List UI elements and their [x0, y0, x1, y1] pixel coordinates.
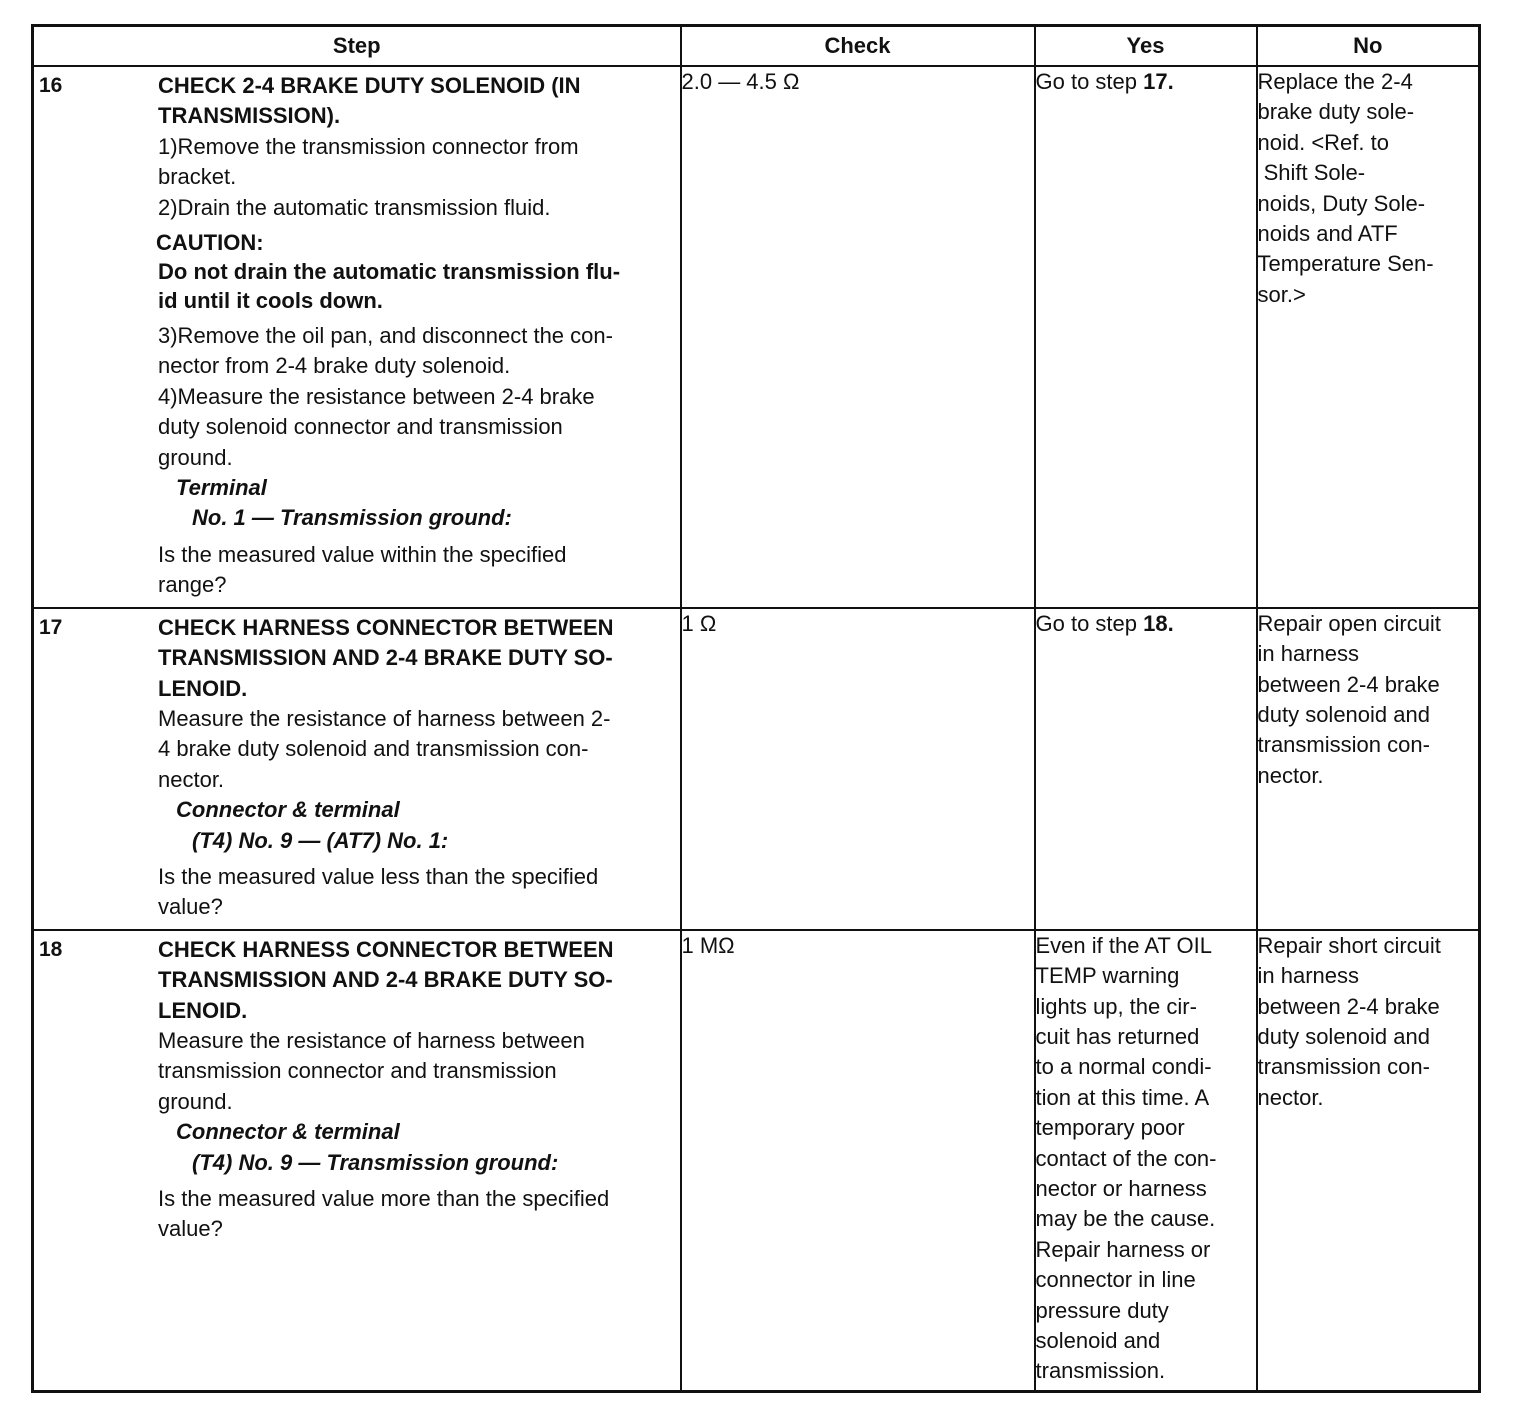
no-text: transmission con- [1257, 732, 1430, 758]
check-value: 1 MΩ [681, 932, 735, 958]
no-text: noids and ATF [1257, 221, 1398, 247]
step-cell [33, 608, 681, 930]
yes-text: nector or harness [1035, 1176, 1207, 1201]
yes-text: Go to step [1035, 610, 1144, 636]
terminal-value: (T4) No. 9 — Transmission ground: [192, 1149, 559, 1175]
no-text: Replace the 2-4 [1257, 69, 1413, 94]
step-title: TRANSMISSION AND 2-4 BRAKE DUTY SO- [158, 645, 613, 671]
step-title: TRANSMISSION). [158, 103, 341, 129]
step-instruction: bracket. [158, 164, 237, 190]
no-text: duty solenoid and [1257, 1023, 1430, 1049]
no-cell [1257, 66, 1480, 608]
yes-text: transmission. [1035, 1358, 1166, 1384]
step-instruction: 4 brake duty solenoid and transmission con- [158, 736, 589, 762]
yes-text: connector in line [1035, 1267, 1196, 1293]
yes-text: TEMP warning [1035, 963, 1180, 989]
caution-label: CAUTION: [156, 230, 264, 256]
check-cell [681, 608, 1035, 930]
table-row [33, 66, 1480, 608]
step-title: CHECK 2-4 BRAKE DUTY SOLENOID (IN [158, 73, 581, 98]
step-question: value? [158, 894, 223, 920]
yes-text: cuit has returned [1035, 1023, 1200, 1049]
terminal-label: Terminal [176, 475, 267, 501]
step-instruction: 4)Measure the resistance between 2-4 brake [158, 383, 595, 409]
yes-step-ref: 18. [1143, 610, 1174, 636]
step-question: range? [158, 572, 227, 598]
no-text: in harness [1257, 963, 1360, 989]
no-text: noids, Duty Sole- [1257, 190, 1426, 216]
terminal-value: (T4) No. 9 — (AT7) No. 1: [192, 827, 449, 853]
step-instruction: 1)Remove the transmission connector from [158, 133, 579, 159]
yes-text: Repair harness or [1035, 1236, 1211, 1262]
yes-step-ref: 17. [1143, 69, 1174, 94]
no-text: in harness [1257, 641, 1360, 667]
step-number: 18 [39, 937, 63, 961]
no-text: noid. <Ref. to [1257, 129, 1389, 155]
header-row [33, 26, 1480, 67]
no-text: duty solenoid and [1257, 701, 1430, 727]
check-value: 1 Ω [681, 610, 717, 636]
header-yes: Yes [1035, 26, 1257, 67]
diagnostic-table [31, 24, 1481, 1393]
step-title: CHECK HARNESS CONNECTOR BETWEEN [158, 936, 614, 962]
no-text: Repair open circuit [1257, 610, 1441, 636]
no-text: brake duty sole- [1257, 99, 1415, 125]
no-cell [1257, 930, 1480, 1392]
yes-text: pressure duty [1035, 1297, 1169, 1323]
step-instruction: 3)Remove the oil pan, and disconnect the con- [158, 323, 613, 349]
yes-text: contact of the con- [1035, 1145, 1217, 1171]
terminal-label: Connector & terminal [176, 797, 400, 823]
step-cell [33, 930, 681, 1392]
no-text: between 2-4 brake [1257, 671, 1440, 697]
step-question: Is the measured value less than the specified [158, 863, 599, 889]
table-row [33, 608, 1480, 930]
step-instruction: nector from 2-4 brake duty solenoid. [158, 353, 511, 379]
step-title: CHECK HARNESS CONNECTOR BETWEEN [158, 614, 614, 640]
step-instruction: ground. [158, 1088, 233, 1114]
no-text: Repair short circuit [1257, 932, 1441, 958]
no-text: between 2-4 brake [1257, 993, 1440, 1019]
check-cell [681, 930, 1035, 1392]
header-step: Step [33, 26, 681, 67]
header-check: Check [681, 26, 1035, 67]
yes-cell [1035, 930, 1257, 1392]
step-instruction: transmission connector and transmission [158, 1058, 557, 1084]
yes-text: tion at this time. A [1035, 1084, 1210, 1110]
caution-text: id until it cools down. [158, 288, 383, 314]
yes-text: to a normal condi- [1035, 1054, 1212, 1080]
yes-text: Even if the AT OIL [1035, 932, 1213, 958]
diagnostic-page [31, 24, 1478, 1393]
step-instruction: duty solenoid connector and transmission [158, 414, 563, 440]
no-text: nector. [1257, 762, 1324, 788]
no-text: Shift Sole- [1257, 160, 1366, 186]
step-instruction: ground. [158, 444, 233, 470]
terminal-label: Connector & terminal [176, 1119, 400, 1145]
step-instruction: 2)Drain the automatic transmission fluid. [158, 194, 551, 220]
step-cell [33, 66, 681, 608]
yes-text: lights up, the cir- [1035, 993, 1197, 1019]
step-instruction: nector. [158, 766, 225, 792]
check-cell [681, 66, 1035, 608]
table-row [33, 930, 1480, 1392]
no-text: Temperature Sen- [1257, 251, 1434, 277]
step-instruction: Measure the resistance of harness between 2- [158, 705, 611, 731]
step-question: value? [158, 1216, 223, 1242]
header-no: No [1257, 26, 1480, 67]
yes-text: may be the cause. [1035, 1206, 1216, 1232]
no-text: nector. [1257, 1084, 1324, 1110]
step-title: LENOID. [158, 675, 248, 701]
step-number: 16 [39, 74, 63, 97]
check-value: 2.0 — 4.5 Ω [681, 69, 800, 94]
no-cell [1257, 608, 1480, 930]
no-text: sor.> [1257, 281, 1306, 307]
yes-cell [1035, 66, 1257, 608]
step-number: 17 [39, 615, 63, 639]
step-title: TRANSMISSION AND 2-4 BRAKE DUTY SO- [158, 967, 613, 993]
step-question: Is the measured value more than the specified [158, 1186, 610, 1211]
step-title: LENOID. [158, 997, 248, 1023]
step-question: Is the measured value within the specified [158, 541, 567, 567]
yes-cell [1035, 608, 1257, 930]
step-instruction: Measure the resistance of harness between [158, 1027, 585, 1053]
yes-text: temporary poor [1035, 1115, 1185, 1141]
yes-text: Go to step [1035, 69, 1144, 94]
caution-text: Do not drain the automatic transmission flu- [158, 259, 621, 285]
terminal-value: No. 1 — Transmission ground: [192, 505, 512, 531]
no-text: transmission con- [1257, 1054, 1430, 1080]
yes-text: solenoid and [1035, 1328, 1161, 1354]
